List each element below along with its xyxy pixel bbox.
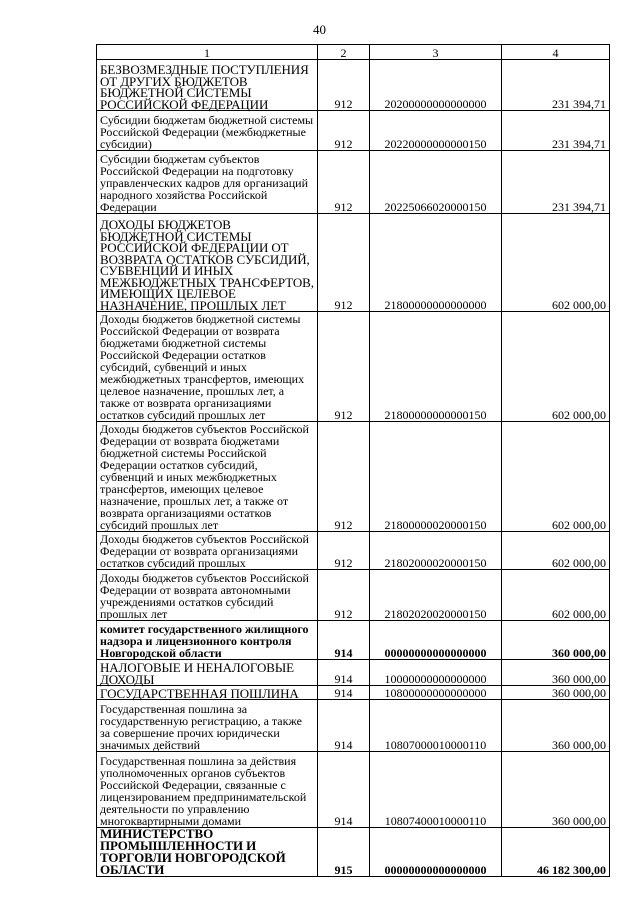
row-kbk-code: 21802000020000150: [370, 532, 502, 570]
row-amount: 360 000,00: [502, 660, 610, 686]
row-kbk-code: 21800000000000000: [370, 214, 502, 312]
row-description: Доходы бюджетов субъектов Российской Федерации от возврата бюджетами бюджетной системы Российской Федерации остатков субсидий, субвенций и иных межбюджетных трансфертов, имеющих целевое назначение, прошлых лет, а также от возврата организациями остатков субсидий прошлых лет: [97, 422, 318, 532]
row-admin-code: 912: [318, 214, 370, 312]
row-description: Государственная пошлина за государственную регистрацию, а также за совершение прочих юридически значимых действий: [97, 700, 318, 752]
table-row: [97, 214, 610, 312]
table-row: [97, 111, 610, 151]
row-amount: 602 000,00: [502, 422, 610, 532]
row-kbk-code: 20225066020000150: [370, 151, 502, 214]
table-row: [97, 621, 610, 660]
row-admin-code: 912: [318, 151, 370, 214]
row-amount: 602 000,00: [502, 570, 610, 621]
table-row: [97, 828, 610, 877]
row-admin-code: 914: [318, 686, 370, 700]
row-description: ДОХОДЫ БЮДЖЕТОВ БЮДЖЕТНОЙ СИСТЕМЫ РОССИЙСКОЙ ФЕДЕРАЦИИ ОТ ВОЗВРАТА ОСТАТКОВ СУБСИДИЙ, СУБВЕНЦИЙ И ИНЫХ МЕЖБЮДЖЕТНЫХ ТРАНСФЕРТОВ, ИМЕЮЩИХ ЦЕЛЕВОЕ НАЗНАЧЕНИЕ, ПРОШЛЫХ ЛЕТ: [97, 214, 318, 312]
row-admin-code: 914: [318, 700, 370, 752]
row-amount: 602 000,00: [502, 214, 610, 312]
table-row: [97, 686, 610, 700]
table-row: [97, 312, 610, 422]
row-description: БЕЗВОЗМЕЗДНЫЕ ПОСТУПЛЕНИЯ ОТ ДРУГИХ БЮДЖЕТОВ БЮДЖЕТНОЙ СИСТЕМЫ РОССИЙСКОЙ ФЕДЕРАЦИИ: [97, 60, 318, 111]
table-row: [97, 660, 610, 686]
table-row: [97, 422, 610, 532]
row-kbk-code: 21800000000000150: [370, 312, 502, 422]
row-kbk-code: 21800000020000150: [370, 422, 502, 532]
row-description: МИНИСТЕРСТВО ПРОМЫШЛЕННОСТИ И ТОРГОВЛИ НОВГОРОДСКОЙ ОБЛАСТИ: [97, 828, 318, 877]
column-header: 1: [97, 45, 318, 60]
row-amount: 360 000,00: [502, 621, 610, 660]
row-amount: 360 000,00: [502, 700, 610, 752]
table-row: [97, 700, 610, 752]
row-kbk-code: 10800000000000000: [370, 686, 502, 700]
row-amount: 231 394,71: [502, 60, 610, 111]
row-amount: 602 000,00: [502, 312, 610, 422]
table-row: [97, 151, 610, 214]
row-admin-code: 914: [318, 752, 370, 828]
row-description: Доходы бюджетов бюджетной системы Российской Федерации от возврата бюджетами бюджетной системы Российской Федерации остатков субсидий, субвенций и иных межбюджетных трансфертов, имеющих целевое назначение, прошлых лет, а также от возврата организациями остатков субсидий прошлых лет: [97, 312, 318, 422]
row-admin-code: 912: [318, 422, 370, 532]
row-kbk-code: 10807400010000110: [370, 752, 502, 828]
row-admin-code: 914: [318, 621, 370, 660]
row-description: Государственная пошлина за действия уполномоченных органов субъектов Российской Федерации, связанные с лицензированием предпринимательской деятельности по управлению многоквартирными домами: [97, 752, 318, 828]
row-admin-code: 912: [318, 570, 370, 621]
table-header-row: [97, 45, 610, 60]
row-kbk-code: 20220000000000150: [370, 111, 502, 151]
row-description: НАЛОГОВЫЕ И НЕНАЛОГОВЫЕ ДОХОДЫ: [97, 660, 318, 686]
row-amount: 46 182 300,00: [502, 828, 610, 877]
row-description: Субсидии бюджетам бюджетной системы Российской Федерации (межбюджетные субсидии): [97, 111, 318, 151]
row-amount: 602 000,00: [502, 532, 610, 570]
row-amount: 231 394,71: [502, 111, 610, 151]
row-description: Доходы бюджетов субъектов Российской Федерации от возврата автономными учреждениями остатков субсидий прошлых лет: [97, 570, 318, 621]
column-header: 3: [370, 45, 502, 60]
row-description: ГОСУДАРСТВЕННАЯ ПОШЛИНА: [97, 686, 318, 700]
row-admin-code: 915: [318, 828, 370, 877]
column-header: 4: [502, 45, 610, 60]
row-admin-code: 912: [318, 312, 370, 422]
table-row: [97, 532, 610, 570]
row-amount: 231 394,71: [502, 151, 610, 214]
row-description: Доходы бюджетов субъектов Российской Федерации от возврата организациями остатков субсидий прошлых: [97, 532, 318, 570]
row-admin-code: 912: [318, 111, 370, 151]
table-row: [97, 60, 610, 111]
row-admin-code: 914: [318, 660, 370, 686]
row-kbk-code: 20200000000000000: [370, 60, 502, 111]
row-kbk-code: 00000000000000000: [370, 621, 502, 660]
row-amount: 360 000,00: [502, 686, 610, 700]
table-row: [97, 570, 610, 621]
table-row: [97, 752, 610, 828]
budget-revenue-table: [96, 44, 610, 877]
row-admin-code: 912: [318, 532, 370, 570]
row-kbk-code: 10807000010000110: [370, 700, 502, 752]
row-kbk-code: 00000000000000000: [370, 828, 502, 877]
page-number: 40: [313, 22, 326, 37]
row-amount: 360 000,00: [502, 752, 610, 828]
column-header: 2: [318, 45, 370, 60]
row-description: комитет государственного жилищного надзора и лицензионного контроля Новгородской области: [97, 621, 318, 660]
row-admin-code: 912: [318, 60, 370, 111]
row-kbk-code: 10000000000000000: [370, 660, 502, 686]
row-kbk-code: 21802020020000150: [370, 570, 502, 621]
row-description: Субсидии бюджетам субъектов Российской Федерации на подготовку управленческих кадров для организаций народного хозяйства Российской Федерации: [97, 151, 318, 214]
